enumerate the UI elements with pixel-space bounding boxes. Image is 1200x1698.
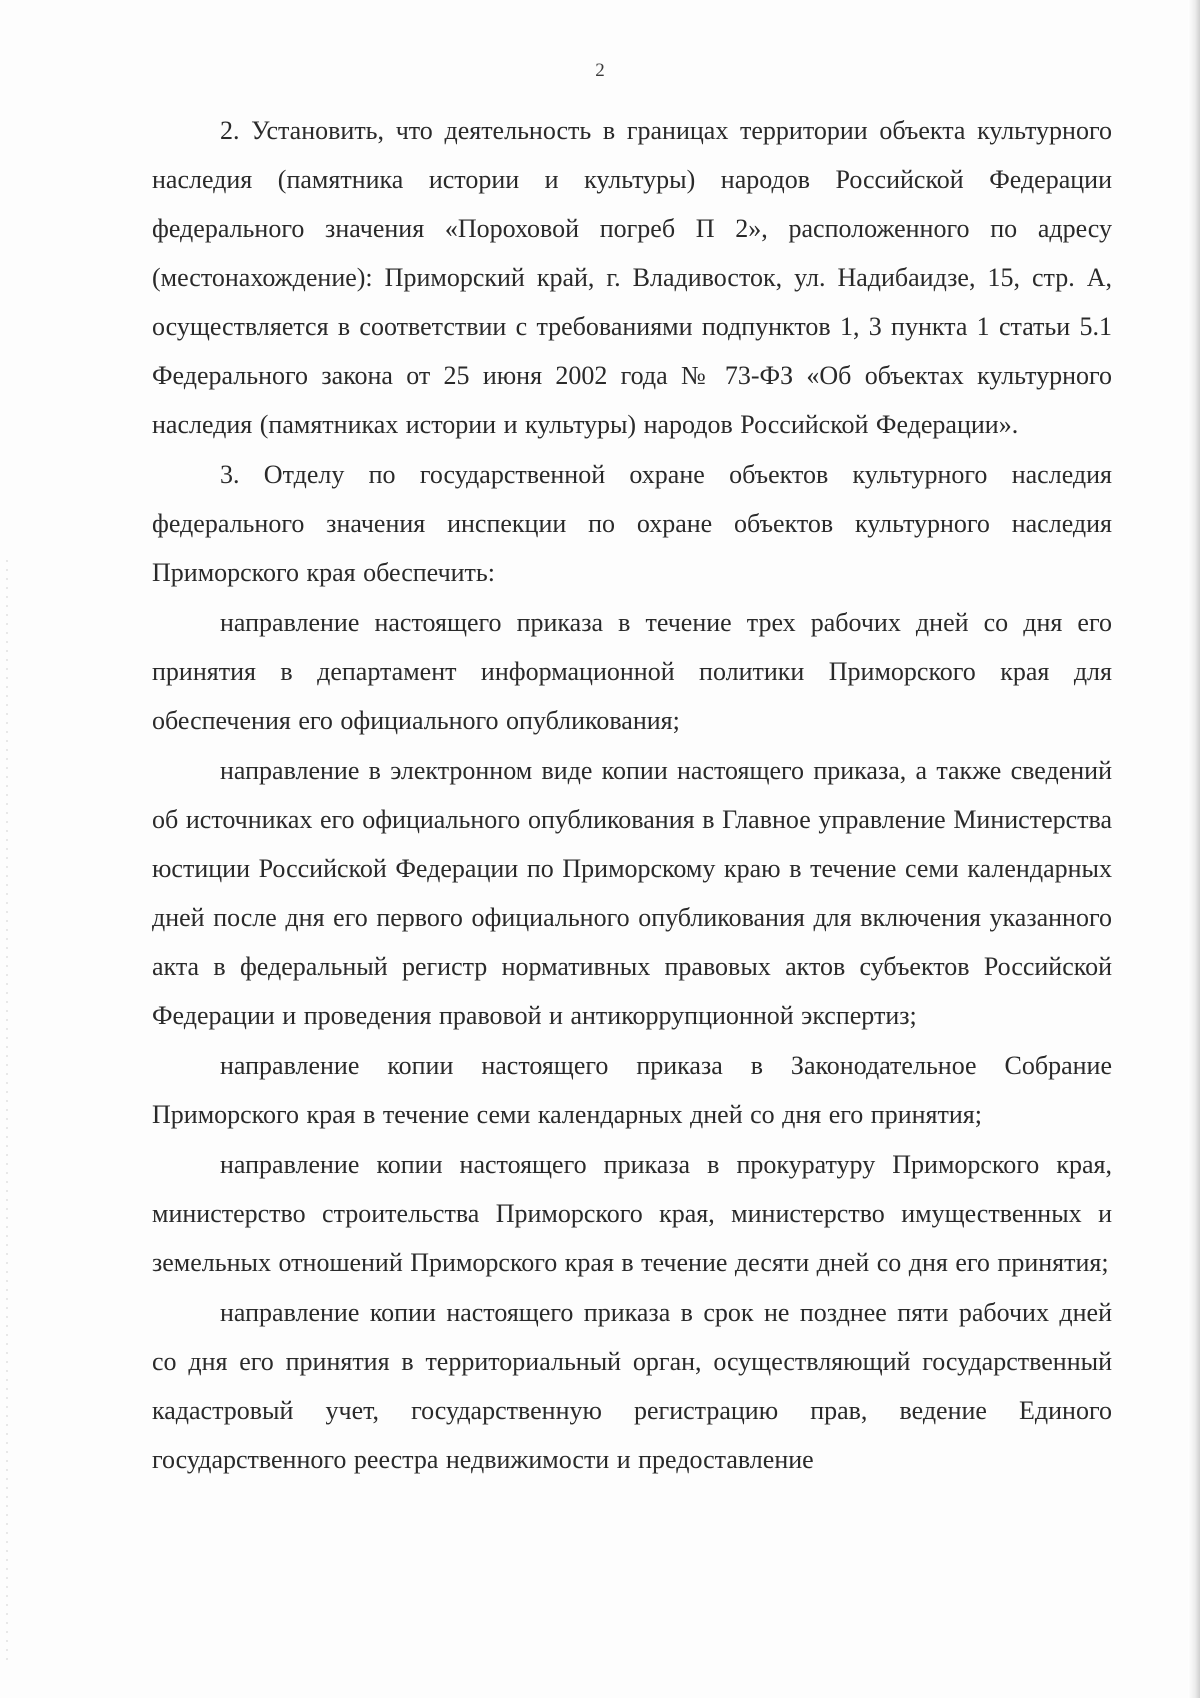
paragraph-publication: направление настоящего приказа в течение трех рабочих дней со дня его принятия в департамент информационной политики Приморского края для обеспечения его официального опубликования;: [152, 608, 1112, 735]
paragraph-cadastral: направление копии настоящего приказа в срок не позднее пяти рабочих дней со дня его принятия в территориальный орган, осуществляющий государственный кадастровый учет, государственную регистрацию прав, ведение Единого государственного реестра недвижимости и предоставление: [152, 1298, 1112, 1474]
document-body: [152, 106, 1112, 1485]
page-number: 2: [595, 60, 605, 81]
paragraph-legislative-assembly: направление копии настоящего приказа в Законодательное Собрание Приморского края в течение семи календарных дней со дня его принятия;: [152, 1051, 1112, 1129]
paragraph-ministry-justice: направление в электронном виде копии настоящего приказа, а также сведений об источниках его официального опубликования в Главное управление Министерства юстиции Российской Федерации по Приморскому краю в течение семи календарных дней после дня его первого официального опубликования для включения указанного акта в федеральный регистр нормативных правовых актов субъектов Российской Федерации и проведения правовой и антикоррупционной экспертиз;: [152, 756, 1112, 1030]
scan-edge-shadow: [1188, 0, 1200, 1698]
paragraph-prosecutor: направление копии настоящего приказа в прокуратуру Приморского края, министерство строительства Приморского края, министерство имущественных и земельных отношений Приморского края в течение десяти дней со дня его принятия;: [152, 1150, 1112, 1277]
paragraph-item-3: 3. Отделу по государственной охране объектов культурного наследия федерального значения инспекции по охране объектов культурного наследия Приморского края обеспечить:: [152, 460, 1112, 587]
paragraph-item-2: 2. Установить, что деятельность в границах территории объекта культурного наследия (памятника истории и культуры) народов Российской Федерации федерального значения «Пороховой погреб П 2», расположенного по адресу (местонахождение): Приморский край, г. Владивосток, ул. Надибаидзе, 15, стр. А, осуществляется в соответствии с требованиями подпунктов 1, 3 пункта 1 статьи 5.1 Федерального закона от 25 июня 2002 года № 73-ФЗ «Об объектах культурного наследия (памятниках истории и культуры) народов Российской Федерации».: [152, 116, 1112, 439]
scan-margin-marks: [6, 560, 8, 1660]
